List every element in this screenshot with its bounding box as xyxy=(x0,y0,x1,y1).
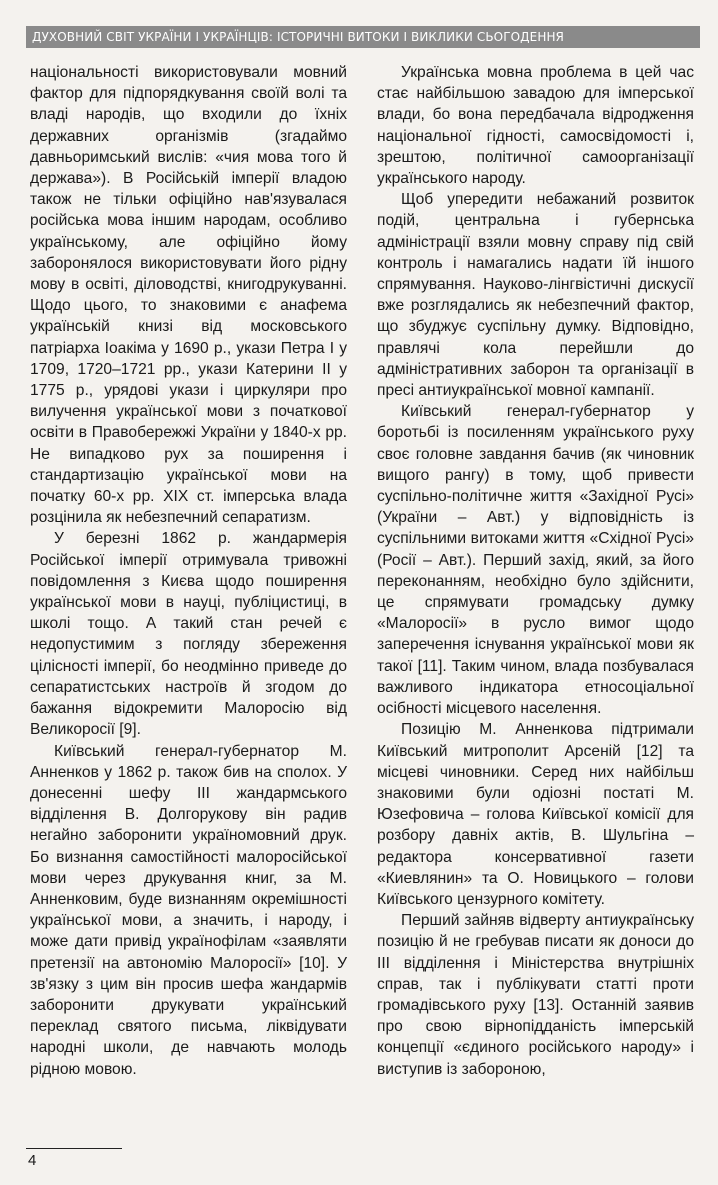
paragraph: Українська мовна проблема в цей час стає найбільшою завадою для імперської влади, бо вона передбачала відродження національної гідності, самосвідомості і, зрештою, політичної самоорганізації українського народу. xyxy=(377,64,694,188)
left-column xyxy=(30,62,347,1080)
text-columns xyxy=(30,62,696,1142)
paragraph: Київський генерал-губернатор у боротьбі із посиленням українського руху своє головне завдання бачив (як чиновник вищого рангу) в тому, щоб привести суспільно-політичне життя «Західної Русі» (України – Авт.) у відповідність із суспільними витоками життя «Східної Русі» (Росії – Авт.). Перший захід, який, за його переконанням, необхідно було здійснити, це спрямувати громадську думку «Малоросії» в русло вимог щодо заперечення існування української мови як такої [11]. Таким чином, влада позбувалася важливого індикатора етносоціальної осібності місцевого населення. xyxy=(377,403,694,718)
paragraph: Позицію М. Анненкова підтримали Київський митрополит Арсеній [12] та місцеві чиновники. Серед них найбільш знаковими були одіозні постаті М. Юзефовича – голова Київської комісії для розбору давніх актів, В. Шульгіна – редактора консервативної газети «Киевлянин» та О. Новицького – голови Київського цензурного комітету. xyxy=(377,721,694,908)
paragraph: Щоб упередити небажаний розвиток подій, центральна і губернська адміністрації взяли мовну справу під свій контроль і намагались надати їй іншого спрямування. Науково-лінгвістичні дискусії вже розглядались як небезпечний фактор, що збуджує суспільну думку. Відповідно, правлячі кола перейшли до адміністративних заборон та організації в пресі антиукраїнської мовної кампанії. xyxy=(377,191,694,400)
running-header: ДУХОВНИЙ СВІТ УКРАЇНИ І УКРАЇНЦІВ: ІСТОРИЧНІ ВИТОКИ І ВИКЛИКИ СЬОГОДЕННЯ xyxy=(26,26,700,48)
paragraph: У березні 1862 р. жандармерія Російської імперії отримувала тривожні повідомлення з Києва щодо поширення української мови в науці, публіцистиці, в школі тощо. А такий стан речей є недопустимим з погляду збереження цілісності імперії, бо неодмінно приведе до сепаратистських настроїв й згодом до бажання відокремити Малоросію від Великоросії [9]. xyxy=(30,530,347,739)
paragraph: національності використовували мовний фактор для підпорядкування своїй волі та владі народів, що входили до їхніх державних організмів (згадаймо давньоримський вислів: «чия мова того й держава»). В Російській імперії владою також не тільки офіційно нав'язувалася російська мова іншим народам, особливо українському, але офіційно йому заборонялося використовувати його рідну мову в освіті, діловодстві, книгодрукуванні. Щодо цього, то знаковими є анафема українській книзі від московського патріарха Іоакіма у 1690 р., укази Петра І у 1709, 1720–1721 рр., укази Катерини ІІ у 1775 р., урядові укази і циркуляри про вилучення української мови з початкової освіти в Правобережжі України у 1840-х рр. Не випадково рух за поширення і стандартизацію української мови на початку 60-х рр. ХІХ ст. імперська влада розцінила як небезпечний сепаратизм. xyxy=(30,64,347,527)
page-number: 4 xyxy=(28,1152,37,1169)
right-column xyxy=(377,62,694,1080)
footer-rule xyxy=(26,1148,122,1149)
paragraph: Перший зайняв відверту антиукраїнську позицію й не гребував писати як доноси до ІІІ відділення і Міністерства внутрішніх справ, так і публікувати статті проти громадівського руху [13]. Останній заявив про свою вірнопідданість імперській концепції «єдиного російського народу» і виступив із забороною, xyxy=(377,912,694,1078)
paragraph: Київський генерал-губернатор М. Анненков у 1862 р. також бив на сполох. У донесенні шефу ІІІ жандармського відділення В. Долгорукову він радив негайно заборонити україномовний друк. Бо визнання самостійності малоросійської мови через друкування книг, за М. Анненковим, буде визнанням окремішності української мови, а значить, і народу, і може дати привід українофілам «заявляти претензії на автономію Малоросії» [10]. У зв'язку з цим він просив шефа жандармів заборонити друкувати український переклад святого письма, ліквідувати народні школи, де навчають молодь рідною мовою. xyxy=(30,742,347,1078)
